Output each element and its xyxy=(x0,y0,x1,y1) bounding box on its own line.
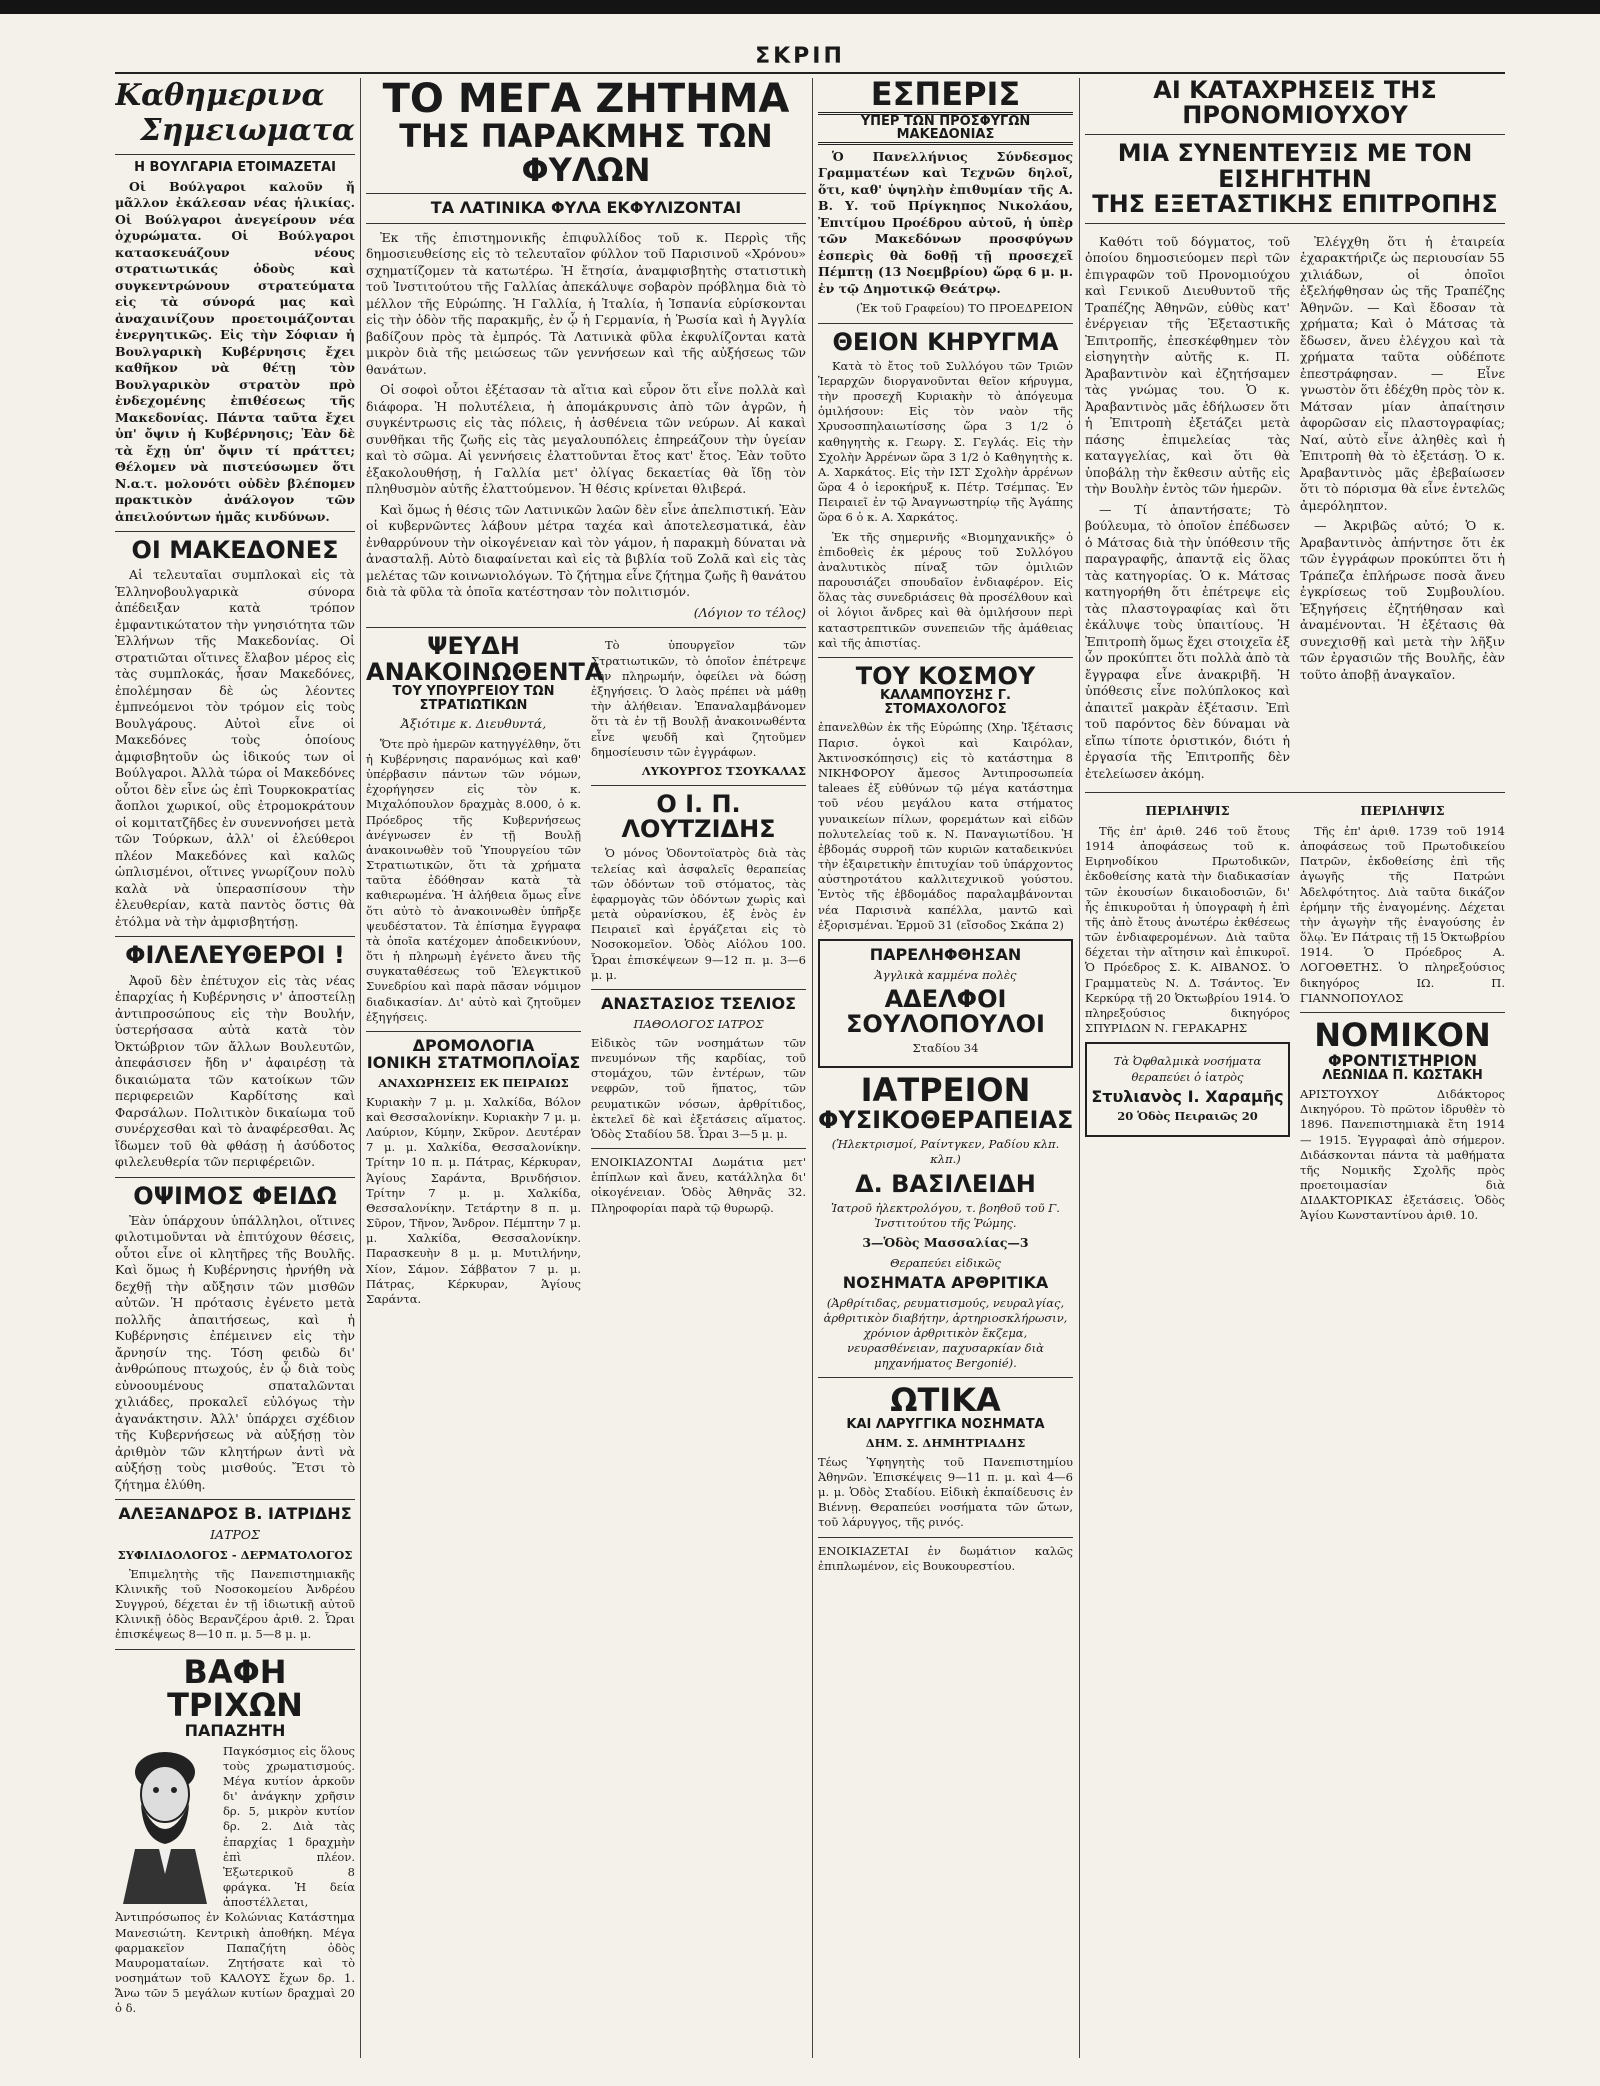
ad-subheading: ΑΝΑΧΩΡΗΣΕΙΣ ΕΚ ΠΕΙΡΑΙΩΣ xyxy=(378,1075,569,1090)
divider xyxy=(591,989,806,990)
sub-column-right xyxy=(1300,230,1505,787)
notice-heading: ΠΕΡΙΛΗΨΙΣ xyxy=(1145,803,1230,819)
ad-text: Παγκόσμιος εἰς ὅλους τοὺς χρωματισμούς. Μέγα κυτίον ἀρκοῦν δι' ἀνάγκην χρῆσιν δρ. 5, μικρὸν κυτίον δρ. 2. Διὰ τὰς ἐπαρχίας 1 δραχμὴν ἐπὶ πλέον. Ἐξωτερικοῦ 8 φράγκα. Ἡ δεία ἀποστέλλεται, Ἀντιπρόσωπος ἐν Κολώνιας Κατάστημα Μανεσιώτη. Κεντρικὴ ἀποθήκη. Μέγα φαρμακεῖον Παπαζήτη ὁδὸς Μαυροματαίων. Ζητήσατε καὶ τὸ νοσημάτων τοῦ ΚΑΛΟΥΣ ἔχων δρ. 1. Ἄνω τῶν 5 μεγάλων κυτίων δραχμαὶ 20 ὁ δ. xyxy=(115,1743,355,2016)
article-heading: Η ΒΟΥΛΓΑΡΙΑ ΕΤΟΙΜΑΖΕΤΑΙ xyxy=(134,160,336,175)
sub-column-right xyxy=(591,634,806,1311)
divider xyxy=(115,1649,355,1650)
ad-heading: ΑΝΑΣΤΑΣΙΟΣ ΤΣΕΛΙΟΣ xyxy=(600,993,796,1013)
sub-column-left xyxy=(1085,230,1290,787)
lower-section xyxy=(366,634,806,1311)
main-subheading-2: ΤΗΣ ΕΞΕΤΑΣΤΙΚΗΣ ΕΠΙΤΡΟΠΗΣ xyxy=(1092,189,1498,218)
ad-subheading: ΠΑΘΟΛΟΓΟΣ ΙΑΤΡΟΣ xyxy=(633,1016,764,1031)
section-title-line-1: Καθημερινα xyxy=(115,78,325,113)
article-heading: ΟΨΙΜΟΣ ΦΕΙΔΩ xyxy=(133,1181,337,1210)
sub-column-right xyxy=(1300,799,1505,1227)
column-3 xyxy=(818,78,1073,2058)
ad-text: Ἰατροῦ ἠλεκτρολόγου, τ. βοηθοῦ τοῦ Γ. Ἰνστιτούτου τῆς Ῥώμης. xyxy=(831,1200,1060,1230)
ad-doctor-name: Δ. ΒΑΣΙΛΕΙΔΗ xyxy=(855,1169,1036,1198)
article-text: Ὁ Πανελλήνιος Σύνδεσμος Γραμματέων καὶ Τεχνῶν δηλοῖ, ὅτι, καθ' ὑψηλὴν ἐπιθυμίαν τῆς Α. Β. Υ. τοῦ Πρίγκηπος Νικολάου, Ἐπιτίμου Προέδρου αὐτοῦ, ἡ ὑπὲρ τῶν Μακεδόνων προσφύγων ἑσπερὶς θὰ δοθῇ τῇ προσεχεῖ Πέμπτῃ (13 Νοεμβρίου) ὥρᾳ 6 μ. μ. ἐν τῷ Δημοτικῷ Θεάτρῳ. xyxy=(818,148,1073,296)
ad-company-name: ΙΟΝΙΚΗ ΣΤΑΤΜΟΠΛΟΪΑΣ xyxy=(366,1052,581,1072)
column-divider xyxy=(1079,78,1080,2058)
article-subheading: ΤΟΥ ΥΠΟΥΡΓΕΙΟΥ ΤΩΝ ΣΤΡΑΤΙΩΤΙΚΩΝ xyxy=(392,683,555,713)
divider xyxy=(818,323,1073,324)
divider xyxy=(591,785,806,786)
notice-heading: ΠΕΡΙΛΗΨΙΣ xyxy=(1360,803,1445,819)
divider xyxy=(115,936,355,937)
ad-heading: ΝΟΜΙΚΟΝ xyxy=(1314,1016,1491,1054)
column-divider xyxy=(360,78,361,2058)
article-heading: ΟΙ ΜΑΚΕΔΟΝΕΣ xyxy=(131,536,339,565)
article-signature: ΛΥΚΟΥΡΓΟΣ ΤΣΟΥΚΑΛΑΣ xyxy=(641,763,806,778)
divider xyxy=(818,1377,1073,1378)
ad-subheading: ΚΑΙ ΛΑΡΥΓΓΙΚΑ ΝΟΣΗΜΑΤΑ xyxy=(846,1416,1045,1432)
ad-doctor-specialty: ΣΥΦΙΛΙΔΟΛΟΓΟΣ - ΔΕΡΜΑΤΟΛΟΓΟΣ xyxy=(117,1547,353,1562)
column-4 xyxy=(1085,78,1505,2058)
divider xyxy=(1085,134,1505,135)
ad-subheading: (Ἠλεκτρισμοί, Ραίντγκεν, Ραδίου κλπ. κλπ.) xyxy=(831,1137,1060,1167)
divider xyxy=(1085,792,1505,793)
divider xyxy=(818,657,1073,658)
ad-box xyxy=(818,939,1073,1069)
article-text: — Ἀκριβῶς αὐτό; Ὁ κ. Ἀραβαντινὸς ἀπήντησε ὅτι ἐκ τῶν ἐγγράφων προκύπτει ὅτι ἡ Τράπεζα ἐπλήρωσε ποσὰ ἄνευ ἐγκρίσεως τοῦ Συμβουλίου. Ἐξηγήσεις ἐζητήθησαν καὶ ἀναμένονται. Ἡ ἐξέτασις θὰ συνεχισθῇ καὶ μετὰ τὴν λῆξιν τῶν ἐργασιῶν τῆς Βουλῆς, ἐὰν τοῦτο ἀποβῇ ἀναγκαῖον. xyxy=(1300,518,1505,682)
masthead-title: ΣΚΡΙΠ xyxy=(755,44,845,69)
article-text: — Τί ἀπαντήσατε; Τὸ βούλευμα, τὸ ὁποῖον ἐπέδωσεν ὁ Μάτσας διὰ τὴν ὑπόθεσιν τῆς παραγραφῆς, ἀπαντᾷ εἰς ὅλας τὰς κατηγορίας. Ὁ κ. Μάτσας κατηγορήθη ὅτι ἐπέτρεψε εἰς τὰς πλαστογραφίας καὶ ὅτι ἐκάλυψε τοὺς ὑπαιτίους. Ἡ Ἐπιτροπὴ ὅμως ἔχει στοιχεῖα ἐξ ὧν προκύπτει ὅτι πολλὰ ἀπὸ τὰ ἔγγραφα εἶνε ἀνακριβῆ. Ἡ ὑπόθεσις εἶνε πολύπλοκος καὶ ἀπαιτεῖ μακρὰν ἐξέτασιν. Ἐπὶ τοῦ παρόντος δὲν δύναμαι νὰ εἴπω τίποτε ὁριστικόν, διότι ἡ ἐργασία τῆς Ἐπιτροπῆς δὲν ἐτελείωσεν ἀκόμη. xyxy=(1085,501,1290,781)
ad-text: ἐπανελθὼν ἐκ τῆς Εὐρώπης (Χηρ. Ἰξέτασις Παρισ. ὁγκοὶ καὶ Καιρόλαν, Ἀκτινοσκόπησις) εἰς τὸ κατάστημα 8 ΝΙΚΗΦΟΡΟΥ ἄμεσος Ἀντιπροσωπεία taleaes ἐξ εὐθύνων τῷ μέγα κατάστημα τοῦ νέου μεγάλου κατα στήματος γυναικείων πίλων, φορεμάτων καὶ εἰδῶν πολυτελείας τοῦ κ. Ν. Παναγιωτίδου. Ἡ ἐβδομάς συρροῆ τῶν κυριῶν καταδεικνύει τὴν ἐξαιρετικὴν ἐπιτυχίαν τοῦ ὑπάρχοντος αὐστηροτάτου καλλιτεχνικοῦ γούστου. Ἐντὸς τῆς ἑβδομάδος παραλαμβάνονται νέα Παρισινὰ καπέλλα, μαντῶ καὶ ἐξορισμέναι. Ἑρμοῦ 31 (εἴσοδος Σκάπα 2) xyxy=(818,720,1073,932)
man-portrait-illustration xyxy=(115,1744,215,1904)
ad-company-name: ΑΔΕΛΦΟΙ ΣΟΥΛΟΠΟΥΛΟΙ xyxy=(846,984,1045,1039)
ad-text: Εἰδικὸς τῶν νοσημάτων τῶν πνευμόνων τῆς καρδίας, τοῦ στομάχου, τῶν ἐντέρων, τῶν νεφρῶν, τοῦ ἥπατος, τῶν ρευματικῶν νόσων, ἀρθρίτιδος, ἐκτελεῖ δὲ καὶ ἐξετάσεις αἵματος. Ὁδὸς Σταδίου 58. Ὧραι 3—5 μ. μ. xyxy=(591,1035,806,1141)
ad-name: ΛΕΩΝΙΔΑ Π. ΚΩΣΤΑΚΗ xyxy=(1322,1068,1483,1084)
article-text: Καθότι τοῦ δόγματος, τοῦ ὁποίου δημοσιεύομεν περὶ τῶν ἐπιγραφῶν τοῦ Προνομιούχου καὶ Γενικοῦ Διευθυντοῦ τῆς Τραπέζης Ἀθηνῶν, εὐθὺς κατ' ἐνέργειαν τῆς Ἐξεταστικῆς Ἐπιτροπῆς, ἐπεσκέφθημεν τὸν εἰσηγητὴν αὐτῆς κ. Π. Ἀραβαντινὸν καὶ ἐζητήσαμεν τὰς γνώμας του. Ὁ κ. Ἀραβαντινὸς μᾶς ἐδήλωσεν ὅτι ἡ Ἐπιτροπὴ ἐξετάζει μετὰ πάσης ἐπιμελείας τὰς καταγγελίας, καὶ ὅτι θὰ ὑποβάλῃ τὴν ἔκθεσιν αὐτῆς εἰς τὴν Βουλὴν ἐντὸς τῶν ἡμερῶν. xyxy=(1085,233,1290,497)
ad-heading: ΔΡΟΜΟΛΟΓΙΑ xyxy=(412,1035,535,1055)
main-headline: ΑΙ ΚΑΤΑΧΡΗΣΕΙΣ ΤΗΣ ΠΡΟΝΟΜΙΟΥΧΟΥ xyxy=(1153,78,1437,130)
ad-heading: ΙΑΤΡΕΙΟΝ xyxy=(860,1071,1031,1110)
article-text: Ἐὰν ὑπάρχουν ὑπάλληλοι, οἵτινες φιλοτιμοῦνται νὰ ἐπιτύχουν θέσεις, οὗτοι εἶνε οἱ κλητῆρες τῆς Βουλῆς. Καὶ ὅμως ἡ Κυβέρνησις ἠρνήθη νὰ δεχθῇ τὴν αὔξησιν τῶν μισθῶν αὐτῶν. Ἡ πρότασις ἐγένετο μετὰ πολλῆς ἀπαιτήσεως, καὶ ἡ Κυβέρνησις ἐπέμεινεν εἰς τὴν ἄρνησίν της. Τόση φειδὼ δι' ἀνθρώπους πτωχούς, ἐν ᾧ διὰ τοὺς εὐνοουμένους σπαταλῶνται χιλιάδες, προκαλεῖ εὐλόγως τὴν ἀγανάκτησιν. Ἀλλ' ὑπάρχει σχέδιον τῆς Κυβερνήσεως νὰ αὐξήσῃ τὸν ἀριθμὸν τῶν κλητήρων ἀντὶ νὰ αὐξήσῃ τοὺς μισθούς. Ἔτσι τὸ ζήτημα ἐλύθη. xyxy=(115,1212,355,1492)
article-text: Αἱ τελευταῖαι συμπλοκαὶ εἰς τὰ Ἑλληνοβουλγαρικὰ σύνορα ἀπέδειξαν κατὰ τρόπον ἐμφαντικώτατον τὴν γνησιότητα τῶν Ἑλλήνων τῆς Μακεδονίας. Οἱ στρατιῶται οἵτινες ἔλαβον μέρος εἰς τὰς συμπλοκάς, ἦσαν Μακεδόνες, ἐπολέμησαν δὲ ὡς λέοντες ἐμπνεόμενοι τὸν τρόμον εἰς τοὺς Βουλγάρους. Αὐτοὶ εἶνε οἱ Μακεδόνες τοὺς ὁποίους ἀμφισβητοῦν ὡς ἰδικούς των οἱ Βούλγαροι. Ἀλλὰ τώρα οἱ Μακεδόνες οὗτοι δὲν εἶνε ὡς ἐπὶ Τουρκοκρατίας ἄοπλοι χωρικοί, οὓς ἐτρομοκράτουν οἱ κομιτατζῆδες ἐν συνεννοήσει μετὰ τῶν Τούρκων, ἀλλ' οἱ ἐλεύθεροι πλέον Μακεδόνες καὶ καλῶς ὡπλισμένοι, οἵτινες γνωρίζουν πολὺ καλὰ νὰ ὑπερασπίσουν τὴν ἐλευθερίαν, κατὰ παντὸς ὅστις θὰ ἐτόλμα νὰ τὴν ἀμφισβητήσῃ. xyxy=(115,567,355,929)
ad-address: 20 Ὁδὸς Πειραιῶς 20 xyxy=(1117,1109,1258,1124)
ad-heading: ΠΑΡΕΛΗΦΘΗΣΑΝ xyxy=(869,944,1022,964)
article-heading: ΘΕΙΟΝ ΚΗΡΥΓΜΑ xyxy=(832,327,1059,356)
ad-heading: Ο Ι. Π. ΛΟΥΤΖΙΔΗΣ xyxy=(621,790,776,844)
article-text: Ἀφοῦ δὲν ἐπέτυχον εἰς τὰς νέας ἐπαρχίας ἡ Κυβέρνησις ν' ἀποστείλῃ ἀντιπροσώπους εἰς τὴν Βουλήν, ὑστερήσασα αὐτὰ κατὰ τὸν Ὀκτώβριον τῶν ἄλλων Βουλευτῶν, ἀπεφάσισεν ἤδη ν' ἀφαιρέσῃ τὰ δικαιώματα τῶν κατοίκων τῶν περιφερειῶν Καρδίτσης καὶ Φαρσάλων. Πολιτικὸν δικαίωμα τοῦ συνέρχεσθαι καὶ τὸ ἀναφέρεσθαι. Ἀς ἴδωμεν τοῦ θὰ φθάσῃ ἡ ἀσύδοτος φιλελευθερία τῶν περιφέρειῶν. xyxy=(115,972,355,1170)
two-column-body xyxy=(1085,230,1505,787)
sub-column-left xyxy=(366,632,604,1311)
ad-heading: ΩΤΙΚΑ xyxy=(890,1381,1001,1420)
ad-text: Τὰ Ὀφθαλμικὰ νοσήματα θεραπεύει ὁ ἰατρὸς xyxy=(1113,1054,1262,1084)
ad-text: ΑΡΙΣΤΟΥΧΟΥ Διδάκτορος Δικηγόρου. Τὸ πρῶτον ἱδρυθὲν τὸ 1896. Πανεπιστημιακὰ ἔτη 1914 — 1915. Ἐγγραφαὶ ἀπὸ σήμερον. Διδάσκονται πάντα τὰ μαθήματα τῆς Νομικῆς Σχολῆς πρὸς προετοιμασίαν διὰ ΔΙΔΑΚΤΟΡΙΚΑΣ ἐξετάσεις. Ὁδὸς Ἁγίου Κωνσταντίνου ἀριθ. 10. xyxy=(1300,1087,1505,1223)
notices-section xyxy=(1085,799,1505,1227)
article-text: Ἐκ τῆς σημερινῆς «Βιομηχανικῆς» ὁ ἐπιδοθεὶς ἐκ μέρους τοῦ Συλλόγου ἀναλυτικὸς πίναξ τῶν ὁμιλιῶν παρουσιάζει σπουδαῖον ἐνδιαφέρον. Εἰς ὅλας τὰς συνεδριάσεις θὰ προσέλθουν καὶ οἱ λόγιοι ἄνδρες καὶ θὰ ὁμιλήσουν περὶ καταστρεπτικῶν συνεπειῶν τῆς ἀμάθειας καὶ τῆς ἀπιστίας. xyxy=(818,529,1073,650)
article-signature: (Ἐκ τοῦ Γραφείου) ΤΟ ΠΡΟΕΔΡΕΙΟΝ xyxy=(856,301,1073,316)
ad-label: Θεραπεύει εἰδικῶς xyxy=(890,1255,1001,1270)
divider xyxy=(1085,223,1505,224)
main-subheading: ΤΑ ΛΑΤΙΝΙΚΑ ΦΥΛΑ ΕΚΦΥΛΙΖΟΝΤΑΙ xyxy=(430,198,742,218)
ad-subheading: ΦΡΟΝΤΙΣΤΗΡΙΟΝ xyxy=(1327,1050,1478,1070)
divider xyxy=(1300,1012,1505,1013)
divider xyxy=(115,154,355,155)
article-text: Τὸ ὑπουργεῖον τῶν Στρατιωτικῶν, τὸ ὁποῖον ἐπέτρεψε τὴν πληρωμήν, ὀφείλει νὰ δώσῃ ἐξηγήσεις. Ὁ λαὸς πρέπει νὰ μάθῃ τὴν ἀλήθειαν. Ἐπαναλαμβάνομεν ὅτι τὰ ἐν τῇ Βουλῇ ἀνακοινωθέντα εἶνε ψευδῆ καὶ ζητοῦμεν δημοσίευσιν τῶν ἐγγράφων. xyxy=(591,638,806,759)
column-1 xyxy=(115,78,355,2058)
ad-address: Σταδίου 34 xyxy=(912,1041,979,1056)
ad-subheading: ΚΑΛΑΜΠΟΥΣΗΣ Γ. ΣΤΟΜΑΧΟΛΟΓΟΣ xyxy=(880,688,1011,717)
divider xyxy=(818,1537,1073,1538)
divider xyxy=(366,1031,581,1032)
main-headline: ΤΟ ΜΕΓΑ ΖΗΤΗΜΑ xyxy=(382,78,790,122)
ad-heading: ΤΟΥ ΚΟΣΜΟΥ xyxy=(855,662,1036,690)
sub-column-left xyxy=(1085,799,1290,1227)
notice-text: Τῆς ἐπ' ἀριθ. 1739 τοῦ 1914 ἀποφάσεως τοῦ Πρωτοδικείου Πατρῶν, ἐκδοθείσης ἐπὶ τῆς ἀγωγῆς τῆς Πατρώνι Ἀδελφότητος. Διὰ ταῦτα δικάζον ἐρήμην τῆς ἐναγομένης. Δέχεται τὴν ἀγωγὴν τῆς ἐναγούσης ἐν ὅλῳ. Ἐν Πάτραις τῇ 15 Ὀκτωβρίου 1914. Ὁ Πρόεδρος Α. ΛΟΓΟΘΕΤΗΣ. Ὁ πληρεξούσιος δικηγόρος ΙΩ. Π. ΓΙΑΝΝΟΠΟΥΛΟΣ xyxy=(1300,823,1505,1005)
main-headline-2: ΤΗΣ ΠΑΡΑΚΜΗΣ ΤΩΝ ΦΥΛΩΝ xyxy=(399,117,773,189)
divider xyxy=(115,1177,355,1178)
ad-doctor-name: Στυλιανὸς Ι. Χαραμῆς xyxy=(1091,1086,1284,1106)
letter-greeting: Ἀξιότιμε κ. Διευθυντά, xyxy=(400,716,547,732)
section-title-line-2: Σημειωματα xyxy=(140,113,355,148)
article-heading: ΨΕΥΔΗ ΑΝΑΚΟΙΝΩΘΕΝΤΑ xyxy=(366,632,604,686)
ad-text: (Ἀρθρίτιδας, ρευματισμούς, νευραλγίας, ἀρθριτικὸν διαβήτην, ἀρτηριοσκλήρωσιν, χρόνιον ἀρθριτικὸν ἔκζεμα, νευρασθένειαν, παχυσαρκίαν διὰ μηχανήματος Bergonié). xyxy=(823,1295,1068,1371)
ad-address: 3—Ὁδὸς Μασσαλίας—3 xyxy=(862,1235,1029,1251)
divider xyxy=(115,531,355,532)
main-subheading: ΜΙΑ ΣΥΝΕΝΤΕΥΞΙΣ ΜΕ ΤΟΝ ΕΙΣΗΓΗΤΗΝ xyxy=(1117,139,1473,193)
article-text: Ἐκ τῆς ἐπιστημονικῆς ἐπιφυλλίδος τοῦ κ. Περρὶς τῆς δημοσιευθείσης εἰς τὸ τελευταῖον φύλλον τοῦ Παρισινοῦ «Χρόνου» σχηματίζομεν τὰ κατωτέρω. Ἡ ἔτησία, ἀναμφισβητὴς στατιστικὴ τοῦ Ἰνστιτούτου τῆς Γαλλίας ἀπεκάλυψε σοβαρὸν πρόβλημα διὰ τὸ μέλλον τῆς Εὐρώπης. Ἡ Γαλλία, ἡ Ἰταλία, ἡ Ἱσπανία εὑρίσκονται εἰς τὴν ὁδὸν τῆς παρακμῆς, ἐν ᾧ ἡ Γερμανία, ἡ Ῥωσία καὶ ἡ Ἀγγλία βαδίζουν πρὸς τὰ ἐμπρός. Τὰ Λατινικὰ φῦλα ἐκφυλίζονται κατὰ μικρὸν διὰ τῆς μειώσεως τῶν γεννήσεων καὶ τῆς αὐξήσεως τῶν θανάτων. xyxy=(366,229,806,377)
ad-heading: ΒΑΦΗ ΤΡΙΧΩΝ xyxy=(167,1652,303,1725)
classified-ad: ΕΝΟΙΚΙΑΖΟΝΤΑΙ Δωμάτια μετ' ἐπίπλων καὶ ἄνευ, κατάλληλα δι' οἰκογένειαν. Ὁδὸς Ἀθηνᾶς 32. Πληροφορίαι παρὰ τῷ θυρωρῷ. xyxy=(591,1155,806,1215)
ad-heading-2: ΦΥΣΙΚΟΘΕΡΑΠΕΙΑΣ xyxy=(818,1105,1073,1134)
article-text: Κατὰ τὸ ἔτος τοῦ Συλλόγου τῶν Τριῶν Ἱεραρχῶν διοργανοῦνται θεῖον κήρυγμα, τὴν προσεχῆ Κυριακὴν τὸ ἀπόγευμα ὁμιλήσουν: Εἰς τὸν ναὸν τῆς Χρυσοσπηλαιωτίσσης ὥρα 3 1/2 ὁ καθηγητὴς κ. Γεωργ. Σ. Γεγλάς. Εἰς τὴν Σχολὴν Ἀρρένων ὥρα 3 1/2 ὁ Καθηγητὴς κ. Α. Χαρκάτος. Εἰς τὴν ΙΣΤ Σχολὴν ἀρρένων ὥρα 4 ὁ ἱεροκήρυξ κ. Πέτρ. Τσέμπας. Ἐν Πειραιεῖ ἐν τῷ Ἀναγνωστηρίῳ τῆς Ἀγάπης ὥρα 6 ὁ κ. Α. Χαρκάτος. xyxy=(818,358,1073,525)
column-2 xyxy=(366,78,806,2058)
ad-doctor-name: ΔΗΜ. Σ. ΔΗΜΗΤΡΙΑΔΗΣ xyxy=(865,1435,1026,1450)
divider xyxy=(366,223,806,224)
article-text: Οἱ σοφοὶ οὗτοι ἐξέτασαν τὰ αἴτια καὶ εὗρον ὅτι εἶνε πολλὰ καὶ διάφορα. Ἡ πολυτέλεια, ἡ ἀπομάκρυνσις ἀπὸ τῶν ἀγρῶν, ἡ συγκέντρωσις εἰς τὰς πόλεις, ἡ ἀσθένεια τῶν νεύρων. Αἱ κακαὶ συνθῆκαι τῆς ζωῆς εἰς τὰς μεγαλουπόλεις ἐπηρεάζουν τὴν ὑγείαν καὶ τὸ σῶμα. Αἱ γεννήσεις ἐλαττοῦνται ἔτος κατ' ἔτος. Ἐὰν τοῦτο ἐξακολουθήσῃ, ἡ Γαλλία μετ' ὀλίγας δεκαετίας θὰ ἴδῃ τὸν πληθυσμὸν αὐτῆς ἐλαττούμενον. Ἡ θέσις κρίνεται θλιβερά. xyxy=(366,382,806,497)
ad-text: Τέως Ὑφηγητὴς τοῦ Πανεπιστημίου Ἀθηνῶν. Ἐπισκέψεις 9—11 π. μ. καὶ 4—6 μ. μ. Ὁδὸς Σταδίου. Εἰδικὴ ἐκπαίδευσις ἐν Βιέννῃ. Θεραπεύει νοσήματα τῶν ὤτων, τοῦ λάρυγγος, τῆς ρινός. xyxy=(818,1454,1073,1530)
divider xyxy=(115,1499,355,1500)
divider xyxy=(366,627,806,628)
article-text: Καὶ ὅμως ἡ θέσις τῶν Λατινικῶν λαῶν δὲν εἶνε ἀπελπιστική. Ἐὰν οἱ κυβερνῶντες λάβουν μέτρα ταχέα καὶ ἀποτελεσματικά, ἐὰν ἐνθαρρύνουν τὴν οἰκογένειαν καὶ τὸν γάμον, ἡ παρακμὴ δύναται νὰ ἀνασταλῇ. Αὐτὸ διαφαίνεται καὶ εἰς τὰ βιβλία τοῦ Ζολᾶ καὶ εἰς τὰς μελέτας τῶν κοινωνιολόγων. Τὸ ζήτημα εἶνε ζήτημα ζωῆς ἢ θανάτου διὰ τὰ φῦλα τὰ ὁποῖα κατέστησαν τὸν πολιτισμόν. xyxy=(366,501,806,600)
article-heading: ΦΙΛΕΛΕΥΘΕΡΟΙ ! xyxy=(125,941,345,970)
divider xyxy=(366,193,806,194)
article-text: Ὅτε πρὸ ἡμερῶν κατηγγέλθην, ὅτι ἡ Κυβέρνησις παρανόμως καὶ καθ' ὑπέρβασιν πάντων τῶν νόμων, ἐχορήγησεν εἰς τὸν κ. Μιχαλόπουλον δραχμὰς 8.000, ὁ κ. Πρόεδρος τῆς Κυβερνήσεως ἀνέγνωσεν ἐν τῇ Βουλῇ ἀνακοινωθὲν τοῦ Ὑπουργείου τῶν Στρατιωτικῶν, ὅτι τὰ χρήματα ταῦτα ἐδόθησαν κατὰ τὰ καθιερωμένα. Ἡ ἀλήθεια ὅμως εἶνε ὅτι αὐτὸ τὸ ἀνακοινωθὲν ὑπῆρξε ψευδέστατον. Τὰ ἐπίσημα ἔγγραφα τὰ ὁποῖα κατέχομεν ἀποδεικνύουν, ὅτι ἡ πληρωμὴ ἐγένετο ἄνευ τῆς συγκαταθέσεως τοῦ Ἐλεγκτικοῦ Συνεδρίου καὶ παρὰ πᾶσαν νόμιμον διαδικασίαν. Δι' αὐτὸ καὶ ζητοῦμεν ἐξηγήσεις. xyxy=(366,736,581,1024)
ad-subheading: Ἀγγλικὰ καμμένα πολὲς xyxy=(874,967,1017,982)
article-signature: (Λόγιον το τέλος) xyxy=(693,604,806,620)
ad-doctor-text: Ἐπιμελητὴς τῆς Πανεπιστημιακῆς Κλινικῆς τοῦ Νοσοκομείου Ἀνδρέου Συγγρού, δέχεται ἐν τῇ ἰδιωτικῇ αὐτοῦ Κλινικῇ ὁδὸς Βερανζέρου ἀριθ. 2. Ὧραι ἐπισκέψεως 8—10 π. μ. 5—8 μ. μ. xyxy=(115,1566,355,1642)
ad-doctor-title: ΙΑΤΡΟΣ xyxy=(210,1527,260,1542)
ad-text: Κυριακὴν 7 μ. μ. Χαλκίδα, Βόλον καὶ Θεσσαλονίκην. Κυριακὴν 7 μ. μ. Λαύριον, Κύμην, Σκῦρον. Δευτέραν 7 μ. μ. Χαλκίδα, Θεσσαλονίκην. Τρίτην 10 π. μ. Πάτρας, Κέρκυραν, Ἁγίους Σαράντα, Βρινδήσιον. Τρίτην 7 μ. μ. Χαλκίδα, Θεσσαλονίκην. Τετάρτην 8 π. μ. Σῦρον, Τῆνον, Ἄνδρον. Πέμπτην 7 μ. μ. Χαλκίδα, Θεσσαλονίκην. Παρασκευὴν 8 μ. μ. Μυτιλήνην, Χίον, Σάμον. Σάββατον 7 μ. μ. Πάτρας, Κέρκυραν, Ἁγίους Σαράντα. xyxy=(366,1094,581,1306)
notice-text: Τῆς ἐπ' ἀριθ. 246 τοῦ ἔτους 1914 ἀποφάσεως τοῦ κ. Ειρηνοδίκου Πρωτοδικῶν, ἐκδοθείσης κατὰ τὴν διαδικασίαν τῶν ἐκουσίων δικαιοδοσιῶν, δι' ἧς ἐπικυροῦται ἡ ὑπογραφὴ ἡ ἐπὶ τῆς ἀπὸ ἔτους ἀνωτέρω ἐκθέσεως τῶν ἐνδιαφερομένων. Διὰ ταῦτα δέχεται τὴν αἴτησιν καὶ ἐπικυροῖ. Ὁ Πρόεδρος Σ. Κ. ΑΙΒΑΝΟΣ. Ὁ Γραμματεὺς Ν. Δ. Τσάντος. Ἐν Κερκύρᾳ τῇ 20 Ὀκτωβρίου 1914. Ὁ πληρεξούσιος δικηγόρος ΣΠΥΡΙΔΩΝ Ν. ΓΕΡΑΚΑΡΗΣ xyxy=(1085,823,1290,1036)
article-text: Ἐλέγχθη ὅτι ἡ ἑταιρεία ἐχαρακτήριζε ὡς περιουσίαν 55 χιλιάδων, οἱ ὁποῖοι ἐξελήφθησαν ὡς τῆς Τραπέζης Ἀθηνῶν. — Καὶ ἔδοσαν τὰ χρήματα; Καὶ ὁ Μάτσας τὰ ἔδωσεν, ἄνευ ἐλέγχου καὶ τὰ χρήματα ταῦτα οὐδέποτε ἐπεστράφησαν. — Εἶνε γνωστὸν ὅτι ἐδέχθη πρὸς τὸν κ. Μάτσαν μίαν ἀπαίτησιν ἀφορῶσαν εἰς πλαστογραφίας; Ναί, αὐτὸ εἶνε ἀληθὲς καὶ ἡ Ἐπιτροπὴ θὰ τὸ ἐξετάσῃ. Ὁ κ. Ἀραβαντινὸς μᾶς ἐβεβαίωσεν ὅτι τὸ πόρισμα θὰ εἶνε ἐντελῶς ἀμερόληπτον. xyxy=(1300,233,1505,513)
article-subheading: ΥΠΕΡ ΤΩΝ ΠΡΟΣΦΥΓΩΝ ΜΑΚΕΔΟΝΙΑΣ xyxy=(818,112,1073,145)
divider xyxy=(591,1148,806,1149)
ad-text: Ὁ μόνος Ὁδοντοϊατρὸς διὰ τὰς τελείας καὶ ἀσφαλεῖς θεραπείας τῶν ὀδόντων τοῦ στόματος, τὰς ἐφαρμογὰς τῶν ὀδόντων χωρὶς καὶ μετὰ οὐρανίσκου, ἐξ ἑνὸς ἐν Πειραιεῖ καὶ ἐργάζεται εἰς τὸ Νοσοκομεῖον. Ὁδὸς Αἰόλου 100. Ὧραι ἐπισκέψεων 9—12 π. μ. 3—6 μ. μ. xyxy=(591,846,806,982)
column-divider xyxy=(812,78,813,2058)
article-text: Οἱ Βούλγαροι καλοῦν ἤ μᾶλλον ἐκάλεσαν νέας ἡλικίας. Οἱ Βούλγαροι ἀνεγείρουν νέα ὀχυρώματα. Οἱ Βούλγαροι κατασκευάζουν νέους στρατιωτικάς ὁδοὺς καὶ συγκεντρώνουν στρατεύματα εἰς τὰ σύνορά μας καὶ ἀναχαινίζουν προετοιμάζονται ἐνεργητικῶς. Εἰς τὴν Σόφιαν ἡ Βουλγαρικὴ Κυβέρνησις ἔχει καθῆκον νὰ θέτῃ τὸν Βουλγαρικὸν στρατὸν πρὸ ἐνδεχομένης ἐπιθέσεως τῆς Μακεδονίας. Πάντα ταῦτα ἔχει ὑπ' ὄψιν ἡ Κυβέρνησις; Ἐὰν δὲ τὰ ἔχῃ ὑπ' ὄψιν τί πράττει; Θέλομεν νὰ πιστεύσωμεν ὅτι Ν.α.τ. μολονότι οὐδὲν βλέπομεν πρακτικὸν ἀνάλογον τῶν ἀπειλούντων ἡμᾶς κινδύνων. xyxy=(115,178,355,524)
ad-box xyxy=(1085,1042,1290,1136)
ad-heading: ΝΟΣΗΜΑΤΑ ΑΡΘΡΙΤΙΚΑ xyxy=(842,1272,1049,1292)
ad-doctor-name: ΑΛΕΞΑΝΔΡΟΣ Β. ΙΑΤΡΙΔΗΣ xyxy=(118,1504,352,1524)
ad-subheading: ΠΑΠΑΖΗΤΗ xyxy=(184,1720,286,1740)
article-heading: ΕΣΠΕΡΙΣ xyxy=(870,78,1021,113)
masthead-rule xyxy=(115,72,1505,74)
top-black-band xyxy=(0,0,1600,14)
classified-ad: ΕΝΟΙΚΙΑΖΕΤΑΙ ἐν δωμάτιον καλῶς ἐπιπλωμένον, εἰς Βουκουρεστίου. xyxy=(818,1543,1073,1573)
